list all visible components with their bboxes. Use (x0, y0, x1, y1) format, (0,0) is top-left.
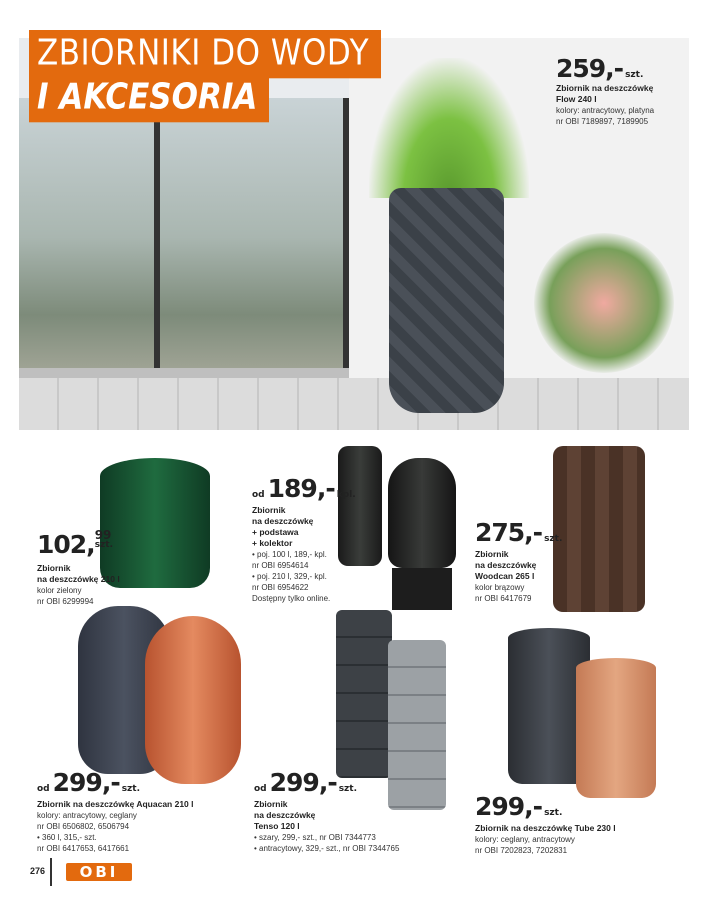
price: od 189,- kpl. (252, 474, 356, 503)
product-aquacan (37, 768, 237, 854)
product-tube (475, 792, 655, 856)
hero-window (19, 98, 349, 408)
product-desc: kolory: ceglany, antracytowy nr OBI 7202823, 7202831 (475, 835, 575, 855)
product-name: Zbiornik na deszczówkę Flow 240 l (556, 83, 654, 104)
tenso-anthracite-image (336, 610, 392, 778)
product-name: Zbiornik na deszczówkę 210 l (37, 563, 120, 584)
product-desc: • poj. 100 l, 189,- kpl. nr OBI 6954614 • poj. 210 l, 329,- kpl. nr OBI 6954622 Dostępny tylko online. (252, 550, 331, 603)
price: 299,- szt. (475, 792, 563, 821)
tube-terracotta-image (576, 658, 656, 798)
page-number: 276 (30, 866, 46, 876)
product-desc: • szary, 299,- szt., nr OBI 7344773 • antracytowy, 329,- szt., nr OBI 7344765 (254, 833, 400, 853)
footer-divider (50, 858, 52, 886)
product-desc: kolor brązowy nr OBI 6417679 (475, 583, 532, 603)
barrel-stand-image (392, 568, 452, 610)
product-name: Zbiornik na deszczówkę Tube 230 l (475, 823, 616, 833)
product-kit (252, 474, 392, 604)
price: 102, 99 szt. (37, 528, 114, 559)
banner-title-line2: I AKCESORIA (29, 74, 269, 122)
product-desc: kolory: antracytowy, platyna nr OBI 7189897, 7189905 (556, 106, 655, 126)
product-name: Zbiornik na deszczówkę Aquacan 210 l (37, 799, 194, 809)
aquacan-terracotta-image (145, 616, 241, 784)
banner-title-line1: ZBIORNIKI DO WODY (29, 30, 381, 78)
hero-grass (369, 58, 529, 198)
product-flow (556, 54, 696, 127)
product-desc: kolory: antracytowy, ceglany nr OBI 6506802, 6506794 • 360 l, 315,- szt. nr OBI 6417653, 6417661 (37, 811, 137, 853)
planter-flow-image (389, 188, 504, 413)
price: od 299,- szt. (37, 768, 141, 797)
price: od 299,- szt. (254, 768, 358, 797)
price: 275,- szt. (475, 518, 563, 547)
product-tenso (254, 768, 454, 854)
product-woodcan (475, 518, 575, 604)
hero-rose-bush (534, 233, 674, 373)
hero-floor (19, 378, 689, 430)
product-name: Zbiornik na deszczówkę Woodcan 265 l (475, 549, 537, 581)
obi-logo: OBI (66, 863, 132, 881)
product-name: Zbiornik na deszczówkę Tenso 120 l (254, 799, 316, 831)
price: 259,- szt. (556, 54, 644, 83)
product-green-210 (37, 530, 147, 607)
barrel-tank-image (388, 458, 456, 568)
product-name: Zbiornik na deszczówkę + podstawa + kolektor (252, 505, 314, 548)
product-desc: kolor zielony nr OBI 6299994 (37, 586, 94, 606)
